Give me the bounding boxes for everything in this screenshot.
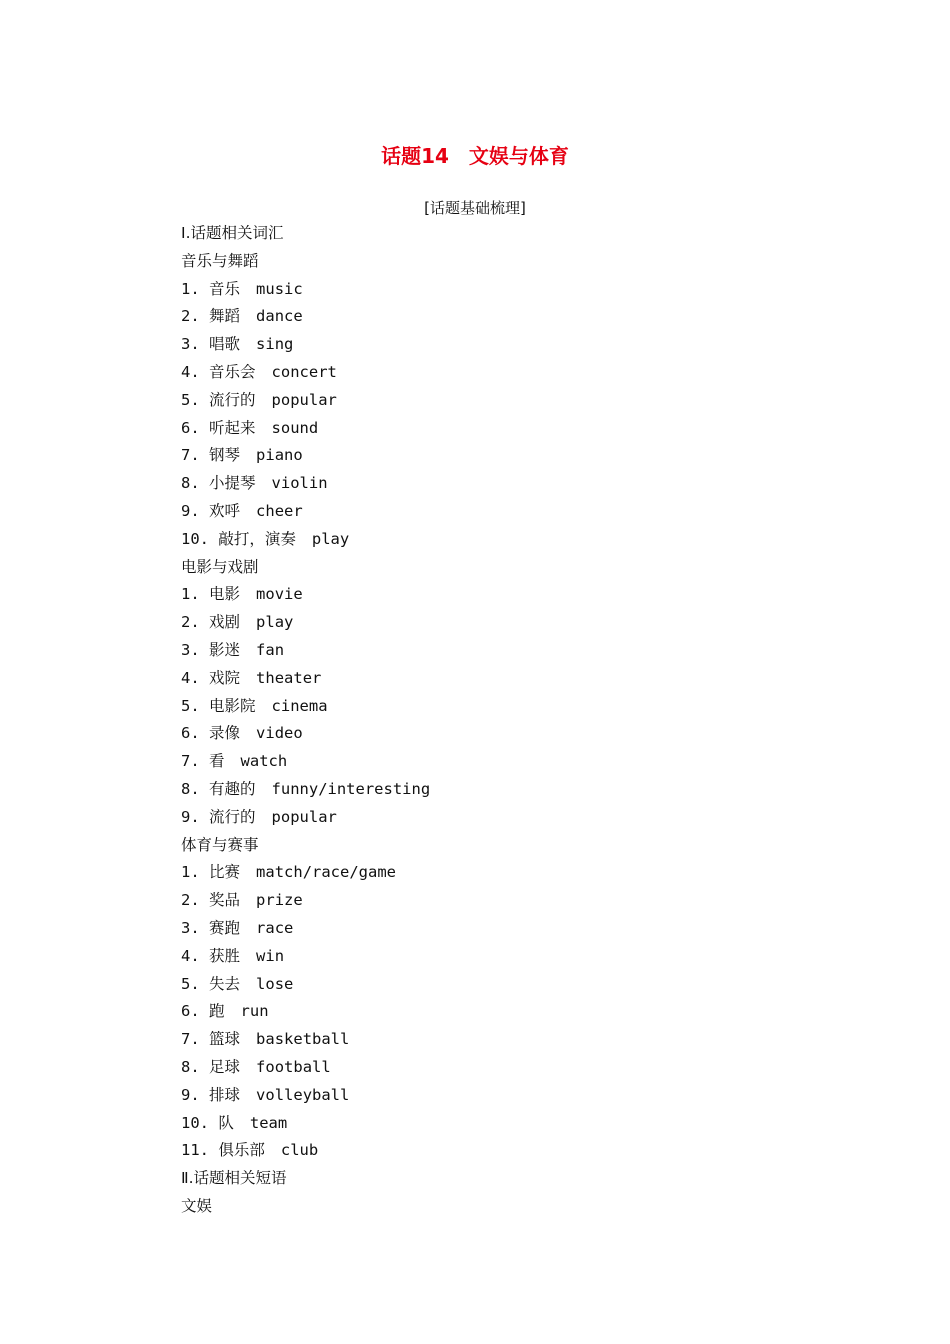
vocab-item xyxy=(181,1054,881,1082)
page-title: 话题14 文娱与体育 xyxy=(381,144,569,168)
section-heading: 文娱 xyxy=(181,1196,213,1215)
chinese-term: 失去 xyxy=(209,974,241,993)
chinese-term: 比赛 xyxy=(209,863,241,882)
chinese-term: 戏院 xyxy=(209,668,241,687)
vocab-item xyxy=(181,998,881,1026)
chinese-term: 足球 xyxy=(209,1057,241,1076)
english-term: movie xyxy=(256,585,303,604)
item-number: 5. xyxy=(181,974,200,993)
item-number: 2. xyxy=(181,891,200,910)
vocab-item xyxy=(181,442,881,470)
vocab-item xyxy=(181,1137,881,1165)
item-number: 2. xyxy=(181,307,200,326)
vocab-item xyxy=(181,1110,881,1138)
chinese-term: 电影 xyxy=(209,585,241,604)
english-term: theater xyxy=(256,668,322,687)
chinese-term: 敲打，演奏 xyxy=(218,529,296,548)
item-number: 5. xyxy=(181,696,200,715)
chinese-term: 队 xyxy=(218,1113,234,1132)
item-number: 11. xyxy=(181,1141,209,1160)
vocab-item xyxy=(181,720,881,748)
item-number: 4. xyxy=(181,362,200,381)
section-heading: Ⅱ.话题相关短语 xyxy=(181,1169,287,1188)
english-term: sound xyxy=(271,418,319,437)
chinese-term: 音乐 xyxy=(209,279,241,298)
chinese-term: 奖品 xyxy=(209,891,241,910)
section-heading: Ⅰ.话题相关词汇 xyxy=(181,224,284,242)
item-number: 7. xyxy=(181,752,200,771)
english-term: concert xyxy=(271,362,337,381)
english-term: team xyxy=(249,1113,288,1132)
item-number: 7. xyxy=(181,1030,200,1049)
item-number: 9. xyxy=(181,501,200,520)
vocab-item xyxy=(181,609,881,637)
chinese-term: 舞蹈 xyxy=(209,307,241,326)
chinese-term: 流行的 xyxy=(209,390,256,409)
vocab-item xyxy=(181,915,881,943)
vocab-item xyxy=(181,526,881,554)
section-heading: 电影与戏剧 xyxy=(181,557,259,576)
vocab-item xyxy=(181,498,881,526)
item-number: 2. xyxy=(181,613,200,632)
item-number: 1. xyxy=(181,863,200,882)
vocab-item xyxy=(181,776,881,804)
english-term: play xyxy=(256,613,294,632)
item-number: 3. xyxy=(181,335,200,354)
english-term: watch xyxy=(240,752,288,771)
vocab-item xyxy=(181,359,881,387)
item-number: 4. xyxy=(181,946,200,965)
english-term: cheer xyxy=(256,501,303,520)
chinese-term: 音乐会 xyxy=(209,362,256,381)
item-number: 5. xyxy=(181,390,200,409)
chinese-term: 跑 xyxy=(209,1002,225,1021)
english-term: popular xyxy=(271,390,337,409)
item-number: 3. xyxy=(181,918,200,937)
english-term: win xyxy=(256,946,285,965)
vocab-item xyxy=(181,859,881,887)
item-number: 6. xyxy=(181,418,200,437)
vocab-item xyxy=(181,748,881,776)
vocab-item xyxy=(181,415,881,443)
english-term: fan xyxy=(256,640,285,659)
vocab-item xyxy=(181,276,881,304)
vocab-item xyxy=(181,387,881,415)
item-number: 6. xyxy=(181,1002,200,1021)
item-number: 6. xyxy=(181,724,200,743)
chinese-term: 排球 xyxy=(209,1085,241,1104)
item-number: 7. xyxy=(181,446,200,465)
vocab-item xyxy=(181,303,881,331)
chinese-term: 欢呼 xyxy=(209,501,241,520)
vocab-item xyxy=(181,581,881,609)
chinese-term: 钢琴 xyxy=(209,446,241,465)
english-term: run xyxy=(240,1002,269,1021)
vocab-item xyxy=(181,1082,881,1110)
item-number: 8. xyxy=(181,1057,200,1076)
english-term: club xyxy=(280,1141,319,1160)
chinese-term: 唱歌 xyxy=(209,335,241,354)
english-term: lose xyxy=(256,974,294,993)
english-term: match/race/game xyxy=(256,863,397,882)
vocab-item xyxy=(181,693,881,721)
vocab-item xyxy=(181,971,881,999)
chinese-term: 赛跑 xyxy=(209,918,241,937)
chinese-term: 听起来 xyxy=(209,418,256,437)
vocab-item xyxy=(181,665,881,693)
english-term: basketball xyxy=(256,1030,350,1049)
chinese-term: 看 xyxy=(209,752,225,771)
chinese-term: 篮球 xyxy=(209,1030,241,1049)
chinese-term: 影迷 xyxy=(209,640,241,659)
section-subtitle: [话题基础梳理] xyxy=(424,199,526,217)
english-term: funny/interesting xyxy=(271,779,431,798)
chinese-term: 俱乐部 xyxy=(218,1141,265,1160)
chinese-term: 小提琴 xyxy=(209,474,256,493)
chinese-term: 获胜 xyxy=(209,946,241,965)
item-number: 9. xyxy=(181,807,200,826)
chinese-term: 戏剧 xyxy=(209,613,241,632)
english-term: popular xyxy=(271,807,337,826)
item-number: 8. xyxy=(181,779,200,798)
english-term: dance xyxy=(256,307,303,326)
vocabulary-list xyxy=(181,220,881,1221)
english-term: music xyxy=(256,279,303,298)
english-term: volleyball xyxy=(256,1085,350,1104)
english-term: video xyxy=(256,724,303,743)
english-term: prize xyxy=(256,891,303,910)
vocab-item xyxy=(181,470,881,498)
vocab-item xyxy=(181,1026,881,1054)
section-heading: 音乐与舞蹈 xyxy=(181,251,259,270)
chinese-term: 有趣的 xyxy=(209,779,256,798)
english-term: football xyxy=(256,1057,331,1076)
vocab-item xyxy=(181,887,881,915)
item-number: 1. xyxy=(181,279,200,298)
chinese-term: 录像 xyxy=(209,724,241,743)
chinese-term: 流行的 xyxy=(209,807,256,826)
english-term: violin xyxy=(271,474,328,493)
item-number: 3. xyxy=(181,640,200,659)
chinese-term: 电影院 xyxy=(209,696,256,715)
english-term: race xyxy=(256,918,294,937)
item-number: 10. xyxy=(181,1113,209,1132)
english-term: cinema xyxy=(271,696,328,715)
vocab-item xyxy=(181,804,881,832)
vocab-item xyxy=(181,943,881,971)
english-term: play xyxy=(311,529,350,548)
item-number: 9. xyxy=(181,1085,200,1104)
item-number: 1. xyxy=(181,585,200,604)
item-number: 4. xyxy=(181,668,200,687)
vocab-item xyxy=(181,637,881,665)
english-term: piano xyxy=(256,446,303,465)
item-number: 8. xyxy=(181,474,200,493)
english-term: sing xyxy=(256,335,294,354)
item-number: 10. xyxy=(181,529,209,548)
section-heading: 体育与赛事 xyxy=(181,835,259,854)
vocab-item xyxy=(181,331,881,359)
